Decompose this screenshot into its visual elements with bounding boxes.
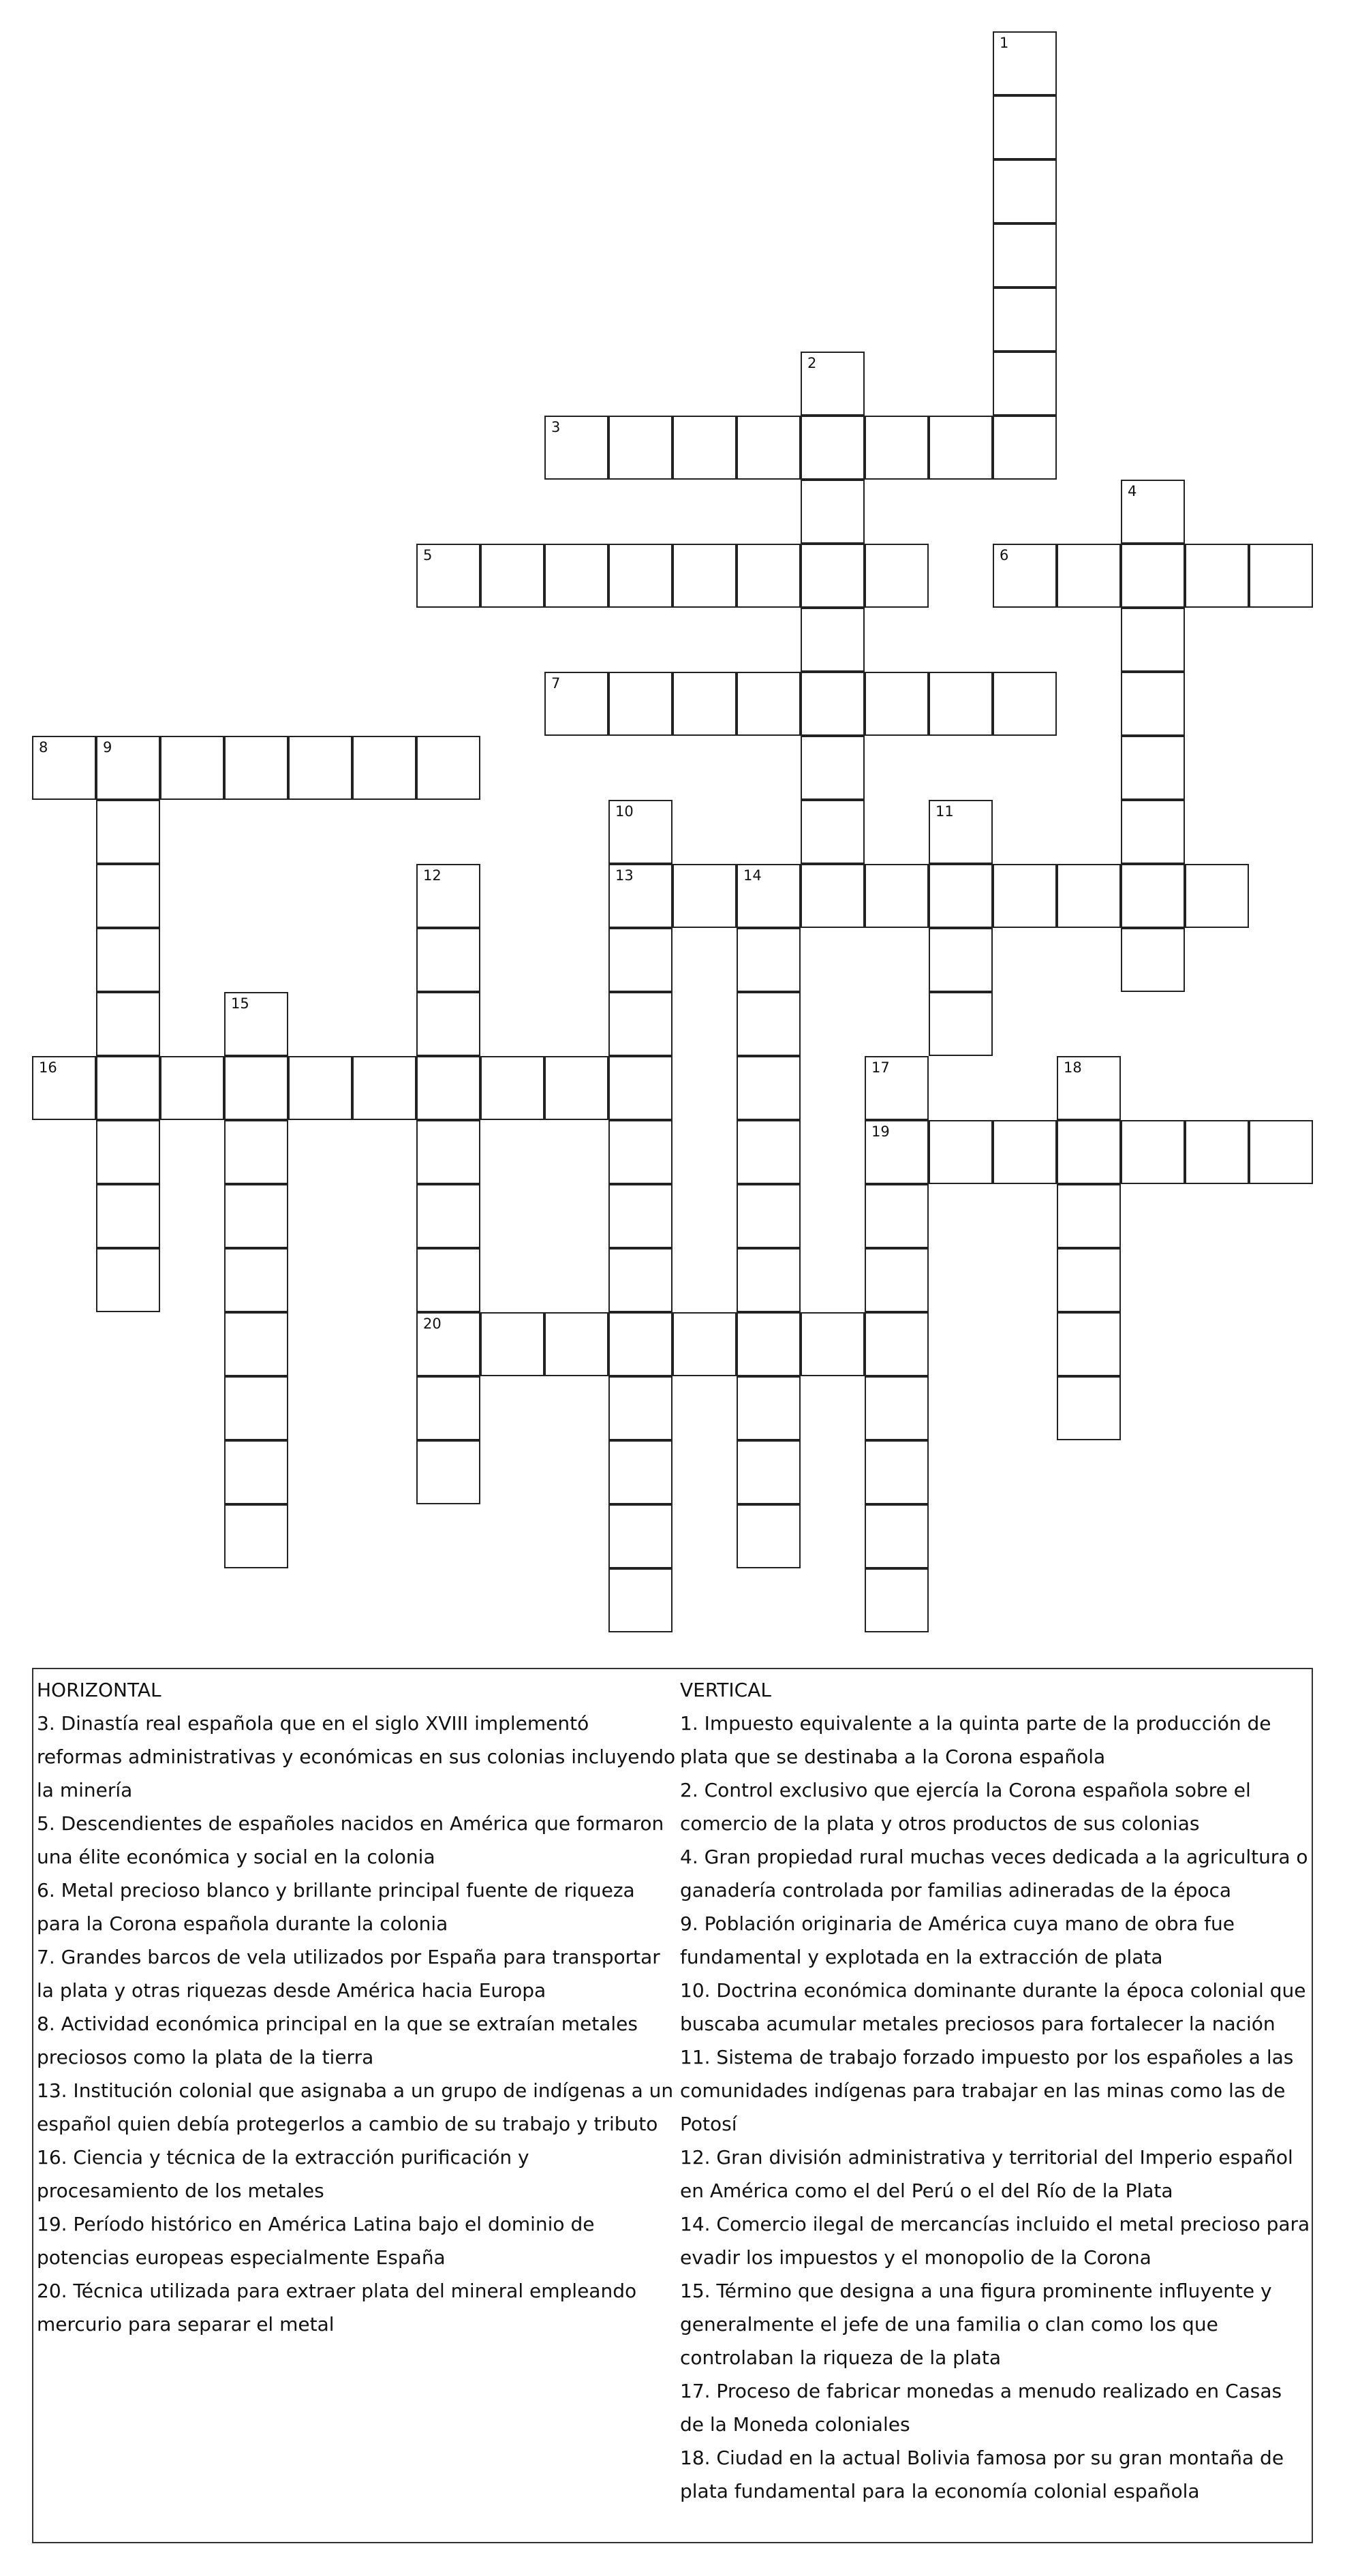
grid-cell[interactable] <box>929 864 993 928</box>
grid-cell[interactable] <box>865 1312 929 1376</box>
grid-cell[interactable] <box>801 800 865 864</box>
grid-cell[interactable] <box>737 992 801 1056</box>
grid-cell[interactable] <box>160 736 224 800</box>
grid-cell[interactable] <box>865 672 929 736</box>
grid-cell[interactable] <box>801 480 865 544</box>
clue-down-10: 10. Doctrina económica dominante durante la época colonial que buscaba acumular metales preciosos para fortalecer la nación <box>680 1979 1306 2035</box>
vertical-clues <box>680 1673 1310 2508</box>
grid-cell[interactable] <box>1121 1120 1185 1184</box>
grid-cell[interactable] <box>737 928 801 992</box>
grid-cell[interactable] <box>672 672 737 736</box>
clue-down-12: 12. Gran división administrativa y territorial del Imperio español en América como el del Perú o el del Río de la Plata <box>680 2146 1293 2202</box>
grid-cell[interactable] <box>929 672 993 736</box>
clue-number: 12 <box>423 867 442 884</box>
grid-cell[interactable] <box>416 1184 480 1248</box>
grid-cell[interactable] <box>801 736 865 800</box>
grid-cell[interactable] <box>608 1120 672 1184</box>
grid-cell[interactable] <box>993 416 1057 480</box>
grid-cell[interactable] <box>608 864 672 928</box>
grid-cell[interactable] <box>608 1376 672 1440</box>
grid-cell[interactable] <box>224 992 288 1056</box>
clue-number: 8 <box>39 739 48 756</box>
grid-cell[interactable] <box>352 1056 416 1120</box>
grid-cell[interactable] <box>608 1312 672 1376</box>
clue-across-19: 19. Período histórico en América Latina bajo el dominio de potencias europeas especialmente España <box>37 2213 595 2269</box>
grid-cell[interactable] <box>1121 736 1185 800</box>
horizontal-heading: HORIZONTAL <box>37 1679 161 1701</box>
grid-cell[interactable] <box>929 992 993 1056</box>
clue-number: 13 <box>615 867 634 884</box>
grid-cell[interactable] <box>96 1120 160 1184</box>
grid-cell[interactable] <box>1057 1376 1121 1440</box>
grid-cell[interactable] <box>224 1312 288 1376</box>
grid-cell[interactable] <box>1185 864 1249 928</box>
grid-cell[interactable] <box>416 1440 480 1504</box>
grid-cell[interactable] <box>993 95 1057 159</box>
grid-cell[interactable] <box>993 1120 1057 1184</box>
grid-cell[interactable] <box>1121 928 1185 992</box>
grid-cell[interactable] <box>993 352 1057 416</box>
clue-number: 14 <box>743 867 762 884</box>
grid-cell[interactable] <box>1121 800 1185 864</box>
grid-cell[interactable] <box>1057 1056 1121 1120</box>
grid-cell[interactable] <box>480 544 544 608</box>
clue-number: 10 <box>615 803 634 820</box>
grid-cell[interactable] <box>224 1504 288 1568</box>
grid-cell[interactable] <box>1121 480 1185 544</box>
grid-cell[interactable] <box>993 544 1057 608</box>
grid-cell[interactable] <box>416 1056 480 1120</box>
clues-box <box>32 1668 1313 2543</box>
grid-cell[interactable] <box>608 544 672 608</box>
clue-across-13: 13. Institución colonial que asignaba a un grupo de indígenas a un español quien debía protegerlos a cambio de su trabajo y tributo <box>37 2079 674 2135</box>
clue-across-3: 3. Dinastía real española que en el siglo XVIII implementó reformas administrativas y económicas en sus colonias incluyendo la minería <box>37 1712 676 1801</box>
clue-number: 1 <box>1000 35 1009 51</box>
grid-cell[interactable] <box>608 1184 672 1248</box>
grid-cell[interactable] <box>608 1056 672 1120</box>
grid-cell[interactable] <box>865 1376 929 1440</box>
grid-cell[interactable] <box>96 864 160 928</box>
grid-cell[interactable] <box>993 864 1057 928</box>
grid-cell[interactable] <box>737 416 801 480</box>
grid-cell[interactable] <box>224 1056 288 1120</box>
vertical-clue-list <box>680 1707 1310 2508</box>
grid-cell[interactable] <box>1249 1120 1313 1184</box>
grid-cell[interactable] <box>416 1312 480 1376</box>
clue-number: 9 <box>103 739 112 756</box>
grid-cell[interactable] <box>1057 1248 1121 1312</box>
grid-cell[interactable] <box>416 1120 480 1184</box>
grid-cell[interactable] <box>1185 1120 1249 1184</box>
grid-cell[interactable] <box>608 1440 672 1504</box>
grid-cell[interactable] <box>993 672 1057 736</box>
grid-cell[interactable] <box>160 1056 224 1120</box>
grid-cell[interactable] <box>288 1056 352 1120</box>
clue-number: 17 <box>871 1059 890 1076</box>
grid-cell[interactable] <box>929 928 993 992</box>
grid-cell[interactable] <box>608 800 672 864</box>
clue-down-2: 2. Control exclusivo que ejercía la Corona española sobre el comercio de la plata y otros productos de sus colonias <box>680 1779 1251 1835</box>
grid-cell[interactable] <box>737 1056 801 1120</box>
clue-number: 3 <box>551 419 561 435</box>
grid-cell[interactable] <box>801 864 865 928</box>
grid-cell[interactable] <box>737 1120 801 1184</box>
clue-down-14: 14. Comercio ilegal de mercancías incluido el metal precioso para evadir los impuestos y el monopolio de la Corona <box>680 2213 1310 2269</box>
grid-cell[interactable] <box>416 928 480 992</box>
clue-down-17: 17. Proceso de fabricar monedas a menudo realizado en Casas de la Moneda coloniales <box>680 2380 1282 2436</box>
clue-number: 4 <box>1128 483 1137 499</box>
grid-cell[interactable] <box>801 1312 865 1376</box>
grid-cell[interactable] <box>1121 672 1185 736</box>
grid-cell[interactable] <box>608 928 672 992</box>
clue-down-4: 4. Gran propiedad rural muchas veces dedicada a la agricultura o ganadería controlada por familias adineradas de la época <box>680 1846 1308 1902</box>
clue-down-15: 15. Término que designa a una figura prominente influyente y generalmente el jefe de una familia o clan como los que controlaban la riqueza de la plata <box>680 2280 1272 2369</box>
grid-cell[interactable] <box>608 1504 672 1568</box>
grid-cell[interactable] <box>608 1248 672 1312</box>
grid-cell[interactable] <box>544 416 608 480</box>
grid-cell[interactable] <box>608 416 672 480</box>
grid-cell[interactable] <box>737 1312 801 1376</box>
grid-cell[interactable] <box>96 736 160 800</box>
grid-cell[interactable] <box>1121 608 1185 672</box>
grid-cell[interactable] <box>737 1504 801 1568</box>
grid-cell[interactable] <box>865 416 929 480</box>
clue-number: 18 <box>1064 1059 1082 1076</box>
grid-cell[interactable] <box>288 736 352 800</box>
grid-cell[interactable] <box>224 1440 288 1504</box>
clue-down-11: 11. Sistema de trabajo forzado impuesto por los españoles a las comunidades indígenas para trabajar en las minas como las de Potosí <box>680 2046 1294 2135</box>
grid-cell[interactable] <box>993 223 1057 288</box>
grid-cell[interactable] <box>608 992 672 1056</box>
clue-number: 16 <box>39 1059 57 1076</box>
clue-number: 7 <box>551 675 561 692</box>
grid-cell[interactable] <box>1057 1184 1121 1248</box>
grid-cell[interactable] <box>1249 544 1313 608</box>
grid-cell[interactable] <box>865 544 929 608</box>
grid-cell[interactable] <box>416 736 480 800</box>
grid-cell[interactable] <box>929 1120 993 1184</box>
clue-number: 19 <box>871 1123 890 1140</box>
grid-cell[interactable] <box>96 800 160 864</box>
grid-cell[interactable] <box>801 672 865 736</box>
horizontal-clue-list <box>37 1707 676 2341</box>
grid-cell[interactable] <box>737 1440 801 1504</box>
grid-cell[interactable] <box>865 1504 929 1568</box>
clue-number: 11 <box>936 803 954 820</box>
grid-cell[interactable] <box>993 31 1057 95</box>
grid-cell[interactable] <box>96 928 160 992</box>
grid-cell[interactable] <box>96 1248 160 1312</box>
grid-cell[interactable] <box>96 992 160 1056</box>
grid-cell[interactable] <box>416 1248 480 1312</box>
grid-cell[interactable] <box>737 1376 801 1440</box>
grid-cell[interactable] <box>801 544 865 608</box>
grid-cell[interactable] <box>480 1312 544 1376</box>
clue-down-1: 1. Impuesto equivalente a la quinta parte de la producción de plata que se destinaba a la Corona española <box>680 1712 1271 1768</box>
grid-cell[interactable] <box>865 1056 929 1120</box>
grid-cell[interactable] <box>544 544 608 608</box>
grid-cell[interactable] <box>224 736 288 800</box>
grid-cell[interactable] <box>801 352 865 416</box>
grid-cell[interactable] <box>544 1312 608 1376</box>
grid-cell[interactable] <box>96 1184 160 1248</box>
clue-across-7: 7. Grandes barcos de vela utilizados por España para transportar la plata y otras riquezas desde América hacia Europa <box>37 1946 660 2002</box>
grid-cell[interactable] <box>416 992 480 1056</box>
grid-cell[interactable] <box>672 864 737 928</box>
grid-cell[interactable] <box>608 1568 672 1632</box>
grid-cell[interactable] <box>416 864 480 928</box>
grid-cell[interactable] <box>224 1184 288 1248</box>
grid-cell[interactable] <box>32 736 96 800</box>
grid-cell[interactable] <box>865 1248 929 1312</box>
grid-cell[interactable] <box>1057 1312 1121 1376</box>
grid-cell[interactable] <box>416 1376 480 1440</box>
clue-number: 5 <box>423 547 433 563</box>
grid-cell[interactable] <box>96 1056 160 1120</box>
grid-cell[interactable] <box>1057 864 1121 928</box>
grid-cell[interactable] <box>416 544 480 608</box>
grid-cell[interactable] <box>929 416 993 480</box>
grid-cell[interactable] <box>1057 1120 1121 1184</box>
grid-cell[interactable] <box>865 1440 929 1504</box>
clue-number: 2 <box>807 355 817 371</box>
clue-across-20: 20. Técnica utilizada para extraer plata del mineral empleando mercurio para separar el metal <box>37 2280 637 2336</box>
grid-cell[interactable] <box>224 1120 288 1184</box>
grid-cell[interactable] <box>1185 544 1249 608</box>
grid-cell[interactable] <box>993 288 1057 352</box>
grid-cell[interactable] <box>801 416 865 480</box>
grid-cell[interactable] <box>1057 544 1121 608</box>
grid-cell[interactable] <box>1121 544 1185 608</box>
grid-cell[interactable] <box>993 159 1057 223</box>
grid-cell[interactable] <box>224 1248 288 1312</box>
grid-cell[interactable] <box>801 608 865 672</box>
grid-cell[interactable] <box>737 544 801 608</box>
grid-cell[interactable] <box>1121 864 1185 928</box>
clue-across-8: 8. Actividad económica principal en la que se extraían metales preciosos como la plata de la tierra <box>37 2013 638 2068</box>
grid-cell[interactable] <box>672 416 737 480</box>
grid-cell[interactable] <box>737 672 801 736</box>
grid-cell[interactable] <box>608 672 672 736</box>
clue-number: 20 <box>423 1316 442 1332</box>
grid-cell[interactable] <box>929 800 993 864</box>
grid-cell[interactable] <box>544 1056 608 1120</box>
clue-down-18: 18. Ciudad en la actual Bolivia famosa por su gran montaña de plata fundamental para la economía colonial española <box>680 2447 1284 2502</box>
grid-cell[interactable] <box>865 1184 929 1248</box>
clue-number: 15 <box>231 995 249 1012</box>
grid-cell[interactable] <box>865 1568 929 1632</box>
clue-number: 6 <box>1000 547 1009 563</box>
grid-cell[interactable] <box>737 1248 801 1312</box>
vertical-heading: VERTICAL <box>680 1679 771 1701</box>
horizontal-clues <box>37 1673 676 2341</box>
clue-down-9: 9. Población originaria de América cuya mano de obra fue fundamental y explotada en la extracción de plata <box>680 1912 1235 1968</box>
grid-cell[interactable] <box>672 1312 737 1376</box>
grid-cell[interactable] <box>865 864 929 928</box>
grid-cell[interactable] <box>352 736 416 800</box>
grid-cell[interactable] <box>672 544 737 608</box>
clue-across-6: 6. Metal precioso blanco y brillante principal fuente de riqueza para la Corona española durante la colonia <box>37 1879 635 1935</box>
grid-cell[interactable] <box>737 1184 801 1248</box>
grid-cell[interactable] <box>480 1056 544 1120</box>
clue-across-16: 16. Ciencia y técnica de la extracción purificación y procesamiento de los metales <box>37 2146 529 2202</box>
grid-cell[interactable] <box>32 1056 96 1120</box>
grid-cell[interactable] <box>737 864 801 928</box>
grid-cell[interactable] <box>544 672 608 736</box>
grid-cell[interactable] <box>224 1376 288 1440</box>
clue-across-5: 5. Descendientes de españoles nacidos en América que formaron una élite económica y social en la colonia <box>37 1812 664 1868</box>
grid-cell[interactable] <box>865 1120 929 1184</box>
